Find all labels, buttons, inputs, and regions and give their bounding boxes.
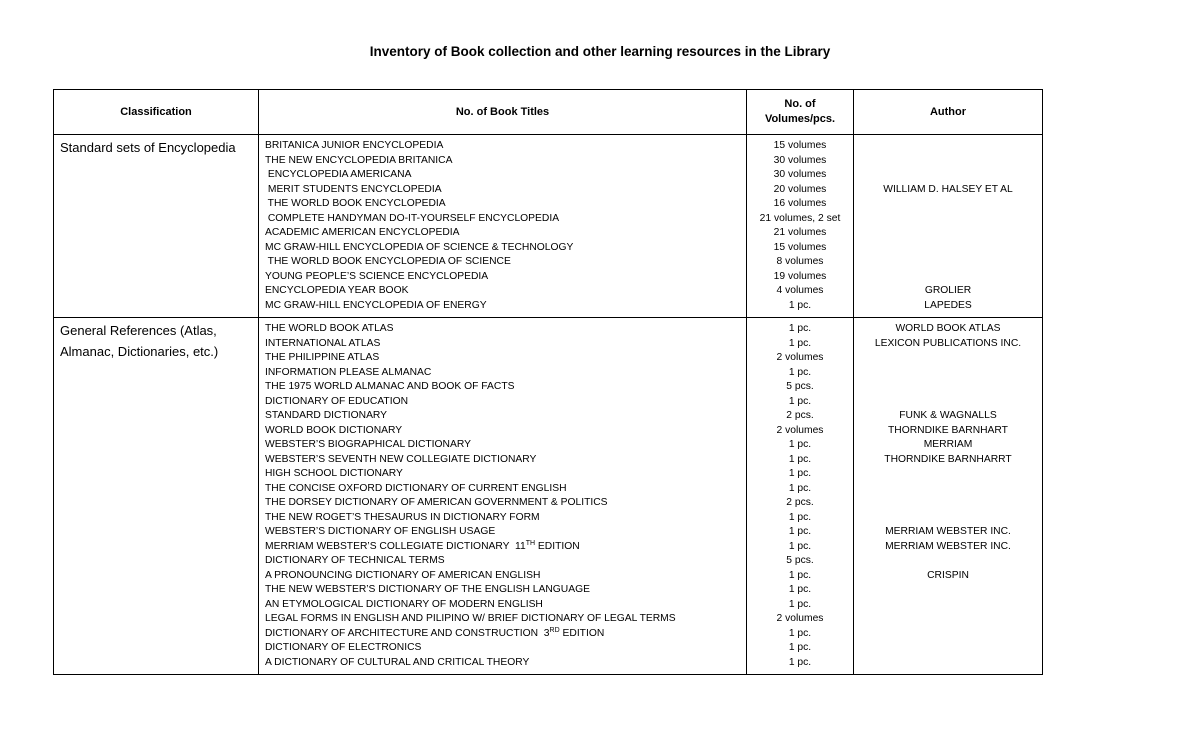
book-title-text: THE DORSEY DICTIONARY OF AMERICAN GOVERNMENT & POLITICS [265,497,608,508]
header-volumes-line2: Volumes/pcs. [764,113,836,125]
book-title-text: A DICTIONARY OF CULTURAL AND CRITICAL THEORY [265,656,530,668]
author-cell [854,318,1043,675]
author-name [854,554,1042,569]
volume-count: 1 pc. [788,627,812,639]
volume-count: 1 pc. [788,540,812,552]
author-name [854,351,1042,366]
book-title-text: WEBSTER’S BIOGRAPHICAL DICTIONARY [265,439,471,450]
volume-count: 16 volumes [773,198,827,209]
book-title-text: THE NEW ROGET’S THESAURUS IN DICTIONARY FORM [265,511,540,523]
author-name: MERRIAM WEBSTER INC. [885,540,1011,552]
volume-count: 2 pcs. [786,497,814,508]
header-author: Author [854,90,1043,135]
book-title-text: HIGH SCHOOL DICTIONARY [265,468,403,479]
volume-count: 1 pc. [788,468,812,479]
book-title [259,154,746,169]
book-title-text: WEBSTER’S DICTIONARY OF ENGLISH USAGE [265,526,496,537]
volume-count: 1 pc. [788,337,812,349]
book-title [259,212,746,227]
volume-count: 21 volumes, 2 set [759,212,841,224]
book-titles-cell [259,135,747,318]
volume-count: 1 pc. [788,439,812,450]
book-title [259,612,746,627]
section-row [54,318,1043,675]
book-title-text: MERIT STUDENTS ENCYCLOPEDIA [265,183,442,195]
volume-count: 5 pcs. [786,555,814,566]
edition-superscript: RD [549,626,560,634]
volume-count: 1 pc. [788,366,812,378]
book-title [259,438,746,453]
volume-count: 4 volumes [776,285,824,296]
volume-count: 1 pc. [788,584,812,595]
book-title [259,168,746,183]
book-title-text: MC GRAW-HILL ENCYCLOPEDIA OF ENERGY [265,299,487,311]
volume-count: 1 pc. [788,642,812,653]
volume-count: 1 pc. [788,569,812,581]
volume-count: 1 pc. [788,299,812,311]
author-name [854,627,1042,642]
author-name: CRISPIN [927,569,969,581]
volume-count: 1 pc. [788,598,812,610]
book-title [259,366,746,381]
volume-count: 8 volumes [776,256,824,267]
book-title-text: DICTIONARY OF TECHNICAL TERMS [265,555,445,566]
book-title-text: THE WORLD BOOK ENCYCLOPEDIA [265,198,446,209]
book-title [259,424,746,439]
book-title-suffix: EDITION [535,540,580,552]
book-title-suffix: EDITION [559,627,605,639]
author-name [854,496,1042,511]
author-name [854,154,1042,169]
volume-count: 21 volumes [773,227,827,238]
volume-count: 19 volumes [773,270,827,282]
book-title-text: THE WORLD BOOK ENCYCLOPEDIA OF SCIENCE [265,256,511,267]
book-title-text: ACADEMIC AMERICAN ENCYCLOPEDIA [265,227,460,238]
book-title [259,467,746,482]
classification-label: Almanac, Dictionaries, etc.) [60,344,219,359]
author-name: THORNDIKE BARNHART [888,424,1008,436]
book-title-text: THE 1975 WORLD ALMANAC AND BOOK OF FACTS [265,381,515,392]
book-title [259,284,746,299]
book-title-text: AN ETYMOLOGICAL DICTIONARY OF MODERN ENGLISH [265,598,543,610]
book-title [259,299,746,314]
book-title-text: ENCYCLOPEDIA YEAR BOOK [265,285,409,296]
book-title [259,554,746,569]
book-title [259,569,746,584]
volume-count: 30 volumes [773,169,827,180]
book-title [259,583,746,598]
volume-count: 1 pc. [788,511,812,523]
author-name [854,612,1042,627]
volume-count: 2 volumes [776,613,824,624]
book-title-text: COMPLETE HANDYMAN DO-IT-YOURSELF ENCYCLOPEDIA [265,212,560,224]
book-title [259,496,746,511]
book-title [259,183,746,198]
book-title-text: THE NEW ENCYCLOPEDIA BRITANICA [265,154,453,166]
book-title [259,337,746,352]
book-title [259,226,746,241]
volume-count: 2 volumes [776,352,824,363]
book-title-text: A PRONOUNCING DICTIONARY OF AMERICAN ENGLISH [265,569,541,581]
book-title-text: THE WORLD BOOK ATLAS [265,323,394,334]
book-title [259,525,746,540]
book-title-text: THE PHILIPPINE ATLAS [265,352,380,363]
volume-count: 30 volumes [773,154,827,166]
table-body [54,135,1043,675]
header-volumes [747,90,854,135]
author-name: MERRIAM WEBSTER INC. [885,526,1011,537]
author-name: WORLD BOOK ATLAS [895,323,1001,334]
author-name: GROLIER [924,285,972,296]
document-title: Inventory of Book collection and other learning resources in the Library [369,44,831,59]
volume-count: 1 pc. [788,526,812,537]
book-title-text: YOUNG PEOPLE’S SCIENCE ENCYCLOPEDIA [265,270,489,282]
book-title [259,255,746,270]
author-name [854,598,1042,613]
book-title-text: DICTIONARY OF ELECTRONICS [265,642,422,653]
classification-cell [54,135,259,318]
author-cell [854,135,1043,318]
book-title [259,380,746,395]
volume-count: 5 pcs. [786,381,814,392]
book-title [259,395,746,410]
author-name: LAPEDES [924,299,972,311]
book-title [259,482,746,497]
book-title [259,139,746,154]
volume-count: 2 pcs. [786,410,814,421]
author-name [854,656,1042,671]
classification-cell [54,318,259,675]
classification-label: General References (Atlas, [60,323,217,338]
book-title-text: DICTIONARY OF EDUCATION [265,395,409,407]
header-volumes-line1: No. of [784,98,816,110]
header-book-titles: No. of Book Titles [259,90,747,135]
book-title-text: MERRIAM WEBSTER’S COLLEGIATE DICTIONARY 11 [265,540,526,552]
book-title-text: WEBSTER’S SEVENTH NEW COLLEGIATE DICTIONARY [265,453,537,465]
author-name: THORNDIKE BARNHARRT [884,453,1012,465]
author-name [854,641,1042,656]
classification-label: Standard sets of Encyclopedia [60,140,236,155]
volume-count: 2 volumes [776,424,824,436]
volumes-cell [747,318,854,675]
volume-count: 1 pc. [788,656,812,668]
author-name: MERRIAM [923,439,973,450]
author-name [854,366,1042,381]
book-title [259,322,746,337]
book-title-text: WORLD BOOK DICTIONARY [265,424,403,436]
author-name [854,241,1042,256]
author-name [854,583,1042,598]
book-title [259,598,746,613]
inventory-table [53,89,1043,675]
author-name: WILLIAM D. HALSEY ET AL [883,183,1013,195]
book-title-text: LEGAL FORMS IN ENGLISH AND PILIPINO W/ BRIEF DICTIONARY OF LEGAL TERMS [265,613,676,624]
volume-count: 15 volumes [773,241,827,253]
book-title-text: BRITANICA JUNIOR ENCYCLOPEDIA [265,140,444,151]
author-name [854,511,1042,526]
volume-count: 1 pc. [788,395,812,407]
edition-superscript: TH [525,539,536,547]
book-title [259,241,746,256]
book-title-text: MC GRAW-HILL ENCYCLOPEDIA OF SCIENCE & TECHNOLOGY [265,241,574,253]
author-name: LEXICON PUBLICATIONS INC. [874,337,1022,349]
book-title-text: THE NEW WEBSTER’S DICTIONARY OF THE ENGLISH LANGUAGE [265,584,590,595]
author-name [854,226,1042,241]
author-name [854,168,1042,183]
book-title [259,453,746,468]
book-title-text: INFORMATION PLEASE ALMANAC [265,366,432,378]
author-name [854,395,1042,410]
author-name [854,255,1042,270]
author-name [854,197,1042,212]
volume-count: 20 volumes [773,183,827,195]
book-title [259,627,746,642]
volumes-cell [747,135,854,318]
book-title [259,511,746,526]
volume-count: 15 volumes [773,140,827,151]
book-title-text: DICTIONARY OF ARCHITECTURE AND CONSTRUCTION 3 [265,627,550,639]
book-title-text: ENCYCLOPEDIA AMERICANA [265,169,412,180]
book-title [259,540,746,555]
author-name [854,270,1042,285]
author-name [854,380,1042,395]
author-name [854,212,1042,227]
book-title-text: STANDARD DICTIONARY [265,410,388,421]
book-title [259,656,746,671]
author-name: FUNK & WAGNALLS [899,410,997,421]
book-title-text: INTERNATIONAL ATLAS [265,337,381,349]
book-title [259,270,746,285]
section-row [54,135,1043,318]
book-title [259,409,746,424]
book-title [259,197,746,212]
volume-count: 1 pc. [788,323,812,334]
volume-count: 1 pc. [788,482,812,494]
book-title [259,351,746,366]
author-name [854,139,1042,154]
author-name [854,482,1042,497]
book-title-text: THE CONCISE OXFORD DICTIONARY OF CURRENT ENGLISH [265,482,567,494]
author-name [854,467,1042,482]
header-row [54,90,1043,135]
book-title [259,641,746,656]
book-titles-cell [259,318,747,675]
header-classification: Classification [54,90,259,135]
volume-count: 1 pc. [788,453,812,465]
